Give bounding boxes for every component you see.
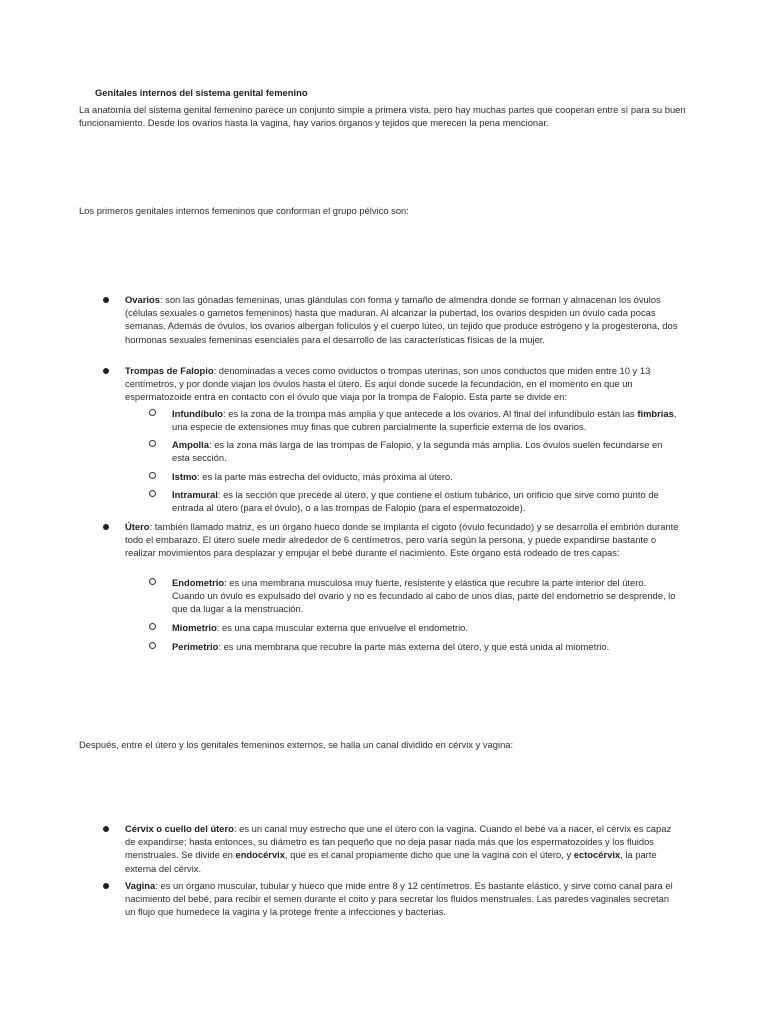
text-infundibulo: : es la zona de la trompa más amplia y que antecede a los ovarios. Al final del infundíbulo están las bbox=[223, 408, 638, 419]
text-vagina: : es un órgano muscular, tubular y hueco que mide entre 8 y 12 centímetros. Es bastante elástico, y sirve como canal para el nacimiento del bebé, para recibir el semen durante el coito y para secretar los fluidos menstruales. Las paredes vaginales secretan un flujo que humedece la vagina y la protege frente a infecciones y bacterias. bbox=[125, 880, 673, 918]
text-ectocervix: , la parte externa del cérvix. bbox=[125, 849, 657, 874]
text-intramural: : es la sección que precede al útero, y que contiene el ostium tubárico, un orificio que sirve como punto de entrada al útero (para el óvulo), o a las trompas de Falopio (para el espermatozoide). bbox=[172, 489, 659, 514]
sublist-item-ampolla bbox=[172, 438, 677, 464]
text-ampolla: : es la zona más larga de las trompas de Falopio, y la segunda más amplia. Los óvulos suelen fecundarse en esta sección. bbox=[172, 439, 663, 464]
hollow-bullet-icon bbox=[149, 409, 156, 416]
text-istmo: : es la parte más estrecha del oviducto, más próxima al útero. bbox=[197, 471, 453, 482]
hollow-bullet-icon bbox=[149, 642, 156, 649]
term-utero: Útero bbox=[125, 521, 150, 532]
term-miometrio: Miometrio bbox=[172, 622, 217, 633]
bullet-icon bbox=[103, 524, 109, 530]
hollow-bullet-icon bbox=[149, 578, 156, 585]
term-ovarios: Ovarios bbox=[125, 294, 160, 305]
bullet-icon bbox=[103, 297, 109, 303]
bullet-icon bbox=[103, 368, 109, 374]
sublist-item-infundibulo bbox=[172, 407, 677, 433]
sublist-item-intramural bbox=[172, 488, 677, 514]
term-endocervix: endocérvix bbox=[235, 849, 285, 861]
hollow-bullet-icon bbox=[149, 472, 156, 479]
term-ectocervix: ectocérvix bbox=[573, 849, 621, 861]
sublist-item-perimetrio bbox=[172, 640, 677, 653]
text-ovarios: : son las gónadas femeninas, unas glándulas con forma y tamaño de almendra donde se forman y almacenan los óvulos (células sexuales o gametos femeninos) hasta que maduran. Al alcanzar la pubertad, los ovarios despiden un óvulo cada pocas semanas. Además de óvulos, los ovarios albergan folículos y el cuerpo lúteo, un tejido que produce estrógeno y la progesterona, dos hormonas sexuales femeninas esenciales para el desarrollo de las características físicas de la mujer. bbox=[125, 294, 678, 345]
term-endometrio: Endometrio bbox=[172, 577, 225, 588]
text-miometrio: : es una capa muscular externa que envuelve el endometrio. bbox=[216, 622, 468, 633]
list-item-cervix bbox=[125, 822, 680, 875]
term-fimbrias: fimbrias bbox=[637, 408, 674, 419]
cervix-vagina-intro: Después, entre el útero y los genitales femeninos externos, se halla un canal dividido en cérvix y vagina: bbox=[79, 739, 514, 750]
term-trompas: Trompas de Falopio bbox=[125, 365, 214, 376]
list-item-trompas bbox=[125, 364, 680, 404]
term-infundibulo: Infundíbulo bbox=[172, 408, 224, 419]
list-item-vagina bbox=[125, 879, 680, 919]
bullet-icon bbox=[103, 883, 109, 889]
hollow-bullet-icon bbox=[149, 623, 156, 630]
hollow-bullet-icon bbox=[149, 440, 156, 447]
sublist-item-miometrio bbox=[172, 621, 677, 634]
term-cervix: Cérvix o cuello del útero bbox=[125, 823, 234, 834]
sublist-item-endometrio bbox=[172, 576, 677, 616]
term-vagina: Vagina bbox=[125, 880, 156, 891]
list-item-utero bbox=[125, 520, 680, 560]
hollow-bullet-icon bbox=[149, 490, 156, 497]
document-title: Genitales internos del sistema genital femenino bbox=[95, 87, 308, 98]
list-item-ovarios bbox=[125, 293, 680, 346]
text-endometrio: : es una membrana musculosa muy fuerte, resistente y elástica que recubre la parte interior del útero. Cuando un óvulo es expulsado del ovario y no es fecundado al cabo de unos días, parte del endometrio se desprende, lo que da lugar a la menstruación. bbox=[172, 577, 676, 615]
term-perimetrio: Perimetrio bbox=[172, 641, 219, 652]
intro-paragraph: La anatomía del sistema genital femenino parece un conjunto simple a primera vista, pero hay muchas partes que cooperan entre sí para su buen funcionamiento. Desde los ovarios hasta la vagina, hay varios órganos y tejidos que merecen la pena mencionar. bbox=[79, 104, 686, 129]
pelvic-group-intro: Los primeros genitales internos femeninos que conforman el grupo pélvico son: bbox=[79, 205, 409, 216]
bullet-icon bbox=[103, 826, 109, 832]
text-utero: : también llamado matriz, es un órgano hueco donde se implanta el cigoto (óvulo fecundado) y se desarrolla el embrión durante todo el embarazo. El útero suele medir alrededor de 6 centímetros, pero varía según la persona, y puede expandirse bastante o realizar movimientos para desplazar y empujar el bebé durante el nacimiento. Este órgano está rodeado de tres capas: bbox=[125, 521, 679, 559]
text-perimetrio: : es una membrana que recubre la parte más externa del útero, y que está unida al miometrio. bbox=[218, 641, 610, 652]
text-trompas: : denominadas a veces como oviductos o trompas uterinas, son unos conductos que miden entre 10 y 13 centímetros, y por donde viajan los óvulos hasta el útero. Es aquí donde sucede la fecundación, en el momento en que un espermatozoide entra en contacto con el óvulo que viaja por la trompa de Falopio. Esta parte se divide en: bbox=[125, 365, 651, 403]
term-istmo: Istmo bbox=[172, 471, 198, 482]
text-endocervix: , que es el canal propiamente dicho que une la vagina con el útero, y bbox=[285, 849, 574, 861]
term-ampolla: Ampolla bbox=[172, 439, 209, 450]
text-fimbrias: , una especie de extensiones muy finas que cubren parcialmente la superficie externa de los ovarios. bbox=[172, 408, 677, 433]
sublist-item-istmo bbox=[172, 470, 677, 483]
term-intramural: Intramural bbox=[172, 489, 218, 500]
text-cervix: : es un canal muy estrecho que une el útero con la vagina. Cuando el bebé va a nacer, el cérvix es capaz de expandirse; hasta entonces, su diámetro es tan pequeño que no deja pasar nada más que los espermatozoides y los fluidos menstruales. Se divide en bbox=[125, 823, 672, 861]
